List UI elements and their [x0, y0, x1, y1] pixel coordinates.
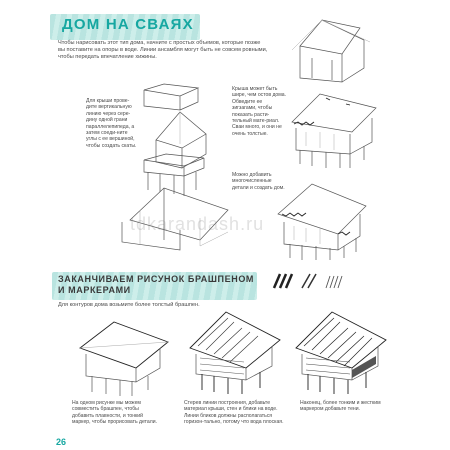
page-number: 26: [56, 437, 67, 447]
note-details: Можно добавить многочисленные детали и создать дом.: [232, 172, 285, 191]
sketch-thatched-house: [286, 88, 386, 168]
final-house-1: [74, 318, 174, 398]
section-heading: ЗАКАНЧИВАЕМ РИСУНОК БРАШПЕНОМ И МАРКЕРАМИ: [58, 274, 255, 295]
note-roof-material: Крыша может быть шире, чем остов дома. Обведите ее зигзагами, чтобы показать расти-тельный мате-риал. Сваи много, и они не очень толстые.: [232, 86, 286, 137]
watermark: tdkarandash.ru: [130, 214, 265, 234]
intro-text: Чтобы нарисовать этот тип дома, начните с простых объемов, которые позже вы поставите на опоры в воде. Линии ансамбля могут быть не совсем ровными, чтобы передать впечатление хижины.: [58, 40, 268, 60]
section-subtitle: Для контуров дома возьмите более толстый брашпен.: [58, 302, 200, 308]
note-roof-construction: Для крыши прове-дите вертикальную линию через сере-дину одной грани параллелепипеда, а затем соеди-ните углы с ее вершиной, чтобы создать скаты.: [86, 98, 137, 149]
final-house-2: [184, 308, 284, 398]
final-house-3: [290, 308, 390, 398]
caption-final-3: Наконец, более тонким и жестким маркером добавьте тени.: [300, 400, 381, 413]
sketch-house-detailed: [272, 180, 372, 260]
page-title: ДОМ НА СВАЯХ: [62, 16, 194, 33]
pen-swatches: [270, 272, 350, 292]
sketch-house-top: [282, 16, 372, 86]
caption-final-1: На одном рисунке мы можем совместить брашпен, чтобы добавить плавности, и тонкий маркер, чтобы прорисовать детали.: [72, 400, 157, 426]
caption-final-2: Стерев линии построения, добавьте материал крыши, стен и блики на воде. Линии бликов должны располагаться горизон-тально, потому что вода плоская.: [184, 400, 284, 426]
